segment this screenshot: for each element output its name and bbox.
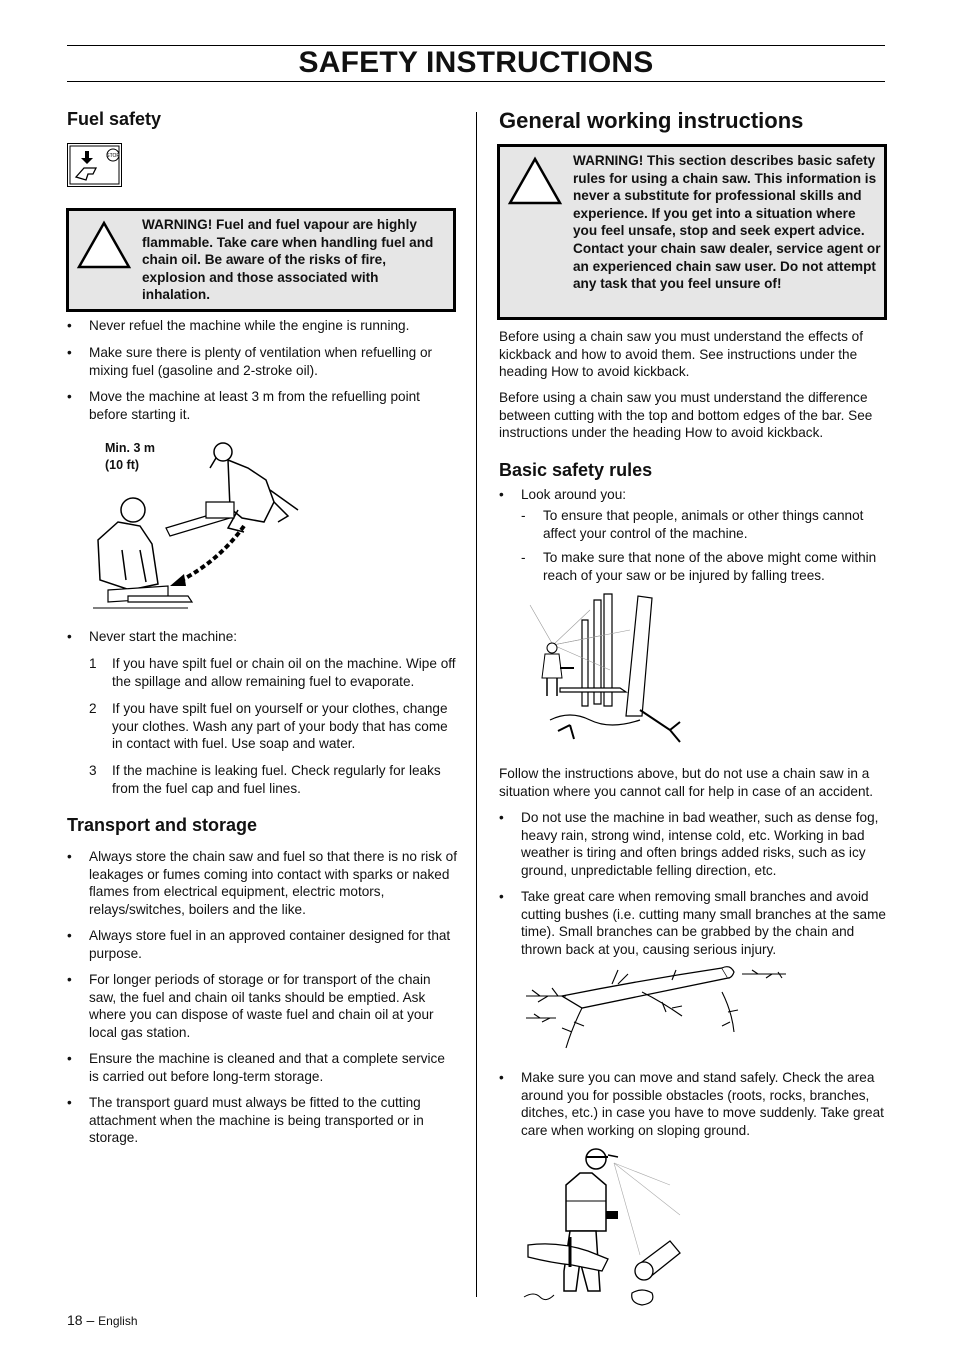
column-divider	[476, 112, 477, 1297]
kickback-paragraph: Before using a chain saw you must understand the effects of kickback and how to avoid them. See instructions under the heading How to avoid kickback.	[499, 329, 863, 379]
warning-triangle-icon	[76, 220, 132, 270]
title-rule	[67, 81, 885, 82]
general-warning-box	[497, 144, 887, 320]
distance-label: Min. 3 m (10 ft)	[105, 441, 156, 472]
fuel-safety-heading: Fuel safety	[67, 109, 162, 129]
look-around-forest-illustration	[520, 590, 690, 748]
page-title: SAFETY INSTRUCTIONS	[298, 46, 654, 79]
language-label: English	[98, 1314, 138, 1328]
bar-edges-paragraph: Before using a chain saw you must understand the difference between cutting with the top and bottom edges of the bar. See instructions under the heading How to avoid kickback.	[499, 390, 873, 440]
transport-heading: Transport and storage	[67, 815, 258, 835]
page-number: 18 –	[67, 1312, 95, 1328]
page-footer	[67, 1312, 138, 1328]
general-warning-text: WARNING! This section describes basic safety rules for using a chain saw. This information is never a substitute for professional skills and experience. If you get into a situation where you feel unsafe, stop and seek expert advice. Contact your chain saw dealer, service agent or an experienced chain saw user. Do not attempt any task that you feel unsure of!	[573, 153, 881, 292]
basic-rules-heading: Basic safety rules	[499, 460, 653, 480]
warning-triangle-icon	[507, 156, 563, 206]
branches-illustration	[522, 962, 790, 1054]
fuel-warning-box	[66, 208, 456, 312]
svg-text:STOP: STOP	[106, 153, 120, 159]
safe-stance-illustration	[520, 1145, 690, 1310]
general-heading: General working instructions	[499, 108, 804, 133]
refuel-stop-icon	[67, 143, 122, 187]
follow-paragraph: Follow the instructions above, but do not use a chain saw in a situation where you cannot call for help in case of an accident.	[499, 766, 874, 799]
refuel-distance-illustration	[88, 430, 308, 612]
fuel-warning-text: WARNING! Fuel and fuel vapour are highly flammable. Take care when handling fuel and chain oil. Be aware of the risks of fire, explosion and those associated with inhalation.	[142, 217, 434, 303]
